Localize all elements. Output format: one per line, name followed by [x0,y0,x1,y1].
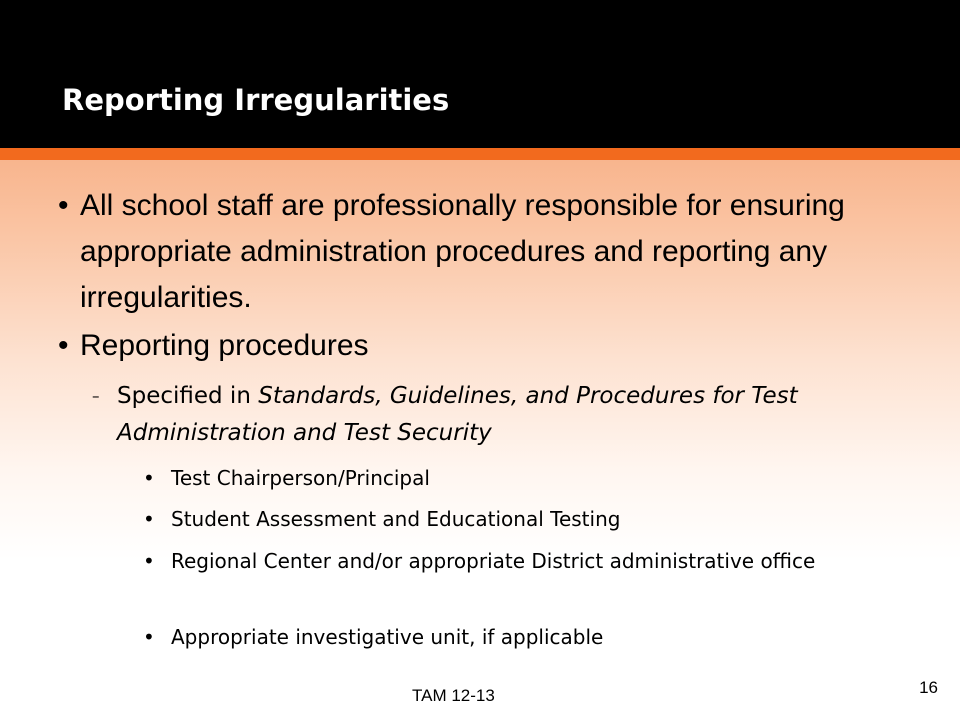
list-item-regional-center [143,545,843,578]
list-item-test-chairperson [143,462,843,495]
sub-bullet-prefix: Specified in [117,383,259,409]
accent-bar [0,148,960,160]
bullet-marker: • [58,329,69,362]
list-item-text: Regional Center and/or appropriate District administrative office [171,549,816,573]
bullet-staff-responsibility [58,183,848,321]
slide-title: Reporting Irregularities [62,83,450,117]
list-item-investigative-unit [143,621,843,654]
page-number: 16 [919,678,938,697]
bullet-marker: • [143,466,155,490]
document-title-emphasis: Standards, Guidelines, and Procedures for Test Administration and Test Security [117,383,798,446]
bullet-marker: • [143,625,155,649]
list-item-text: Student Assessment and Educational Testing [171,507,621,531]
list-item-text: Test Chairperson/Principal [171,466,430,490]
bullet-marker: • [143,507,155,531]
dash-marker: – [92,387,100,405]
bullet-text: All school staff are professionally responsible for ensuring appropriate administration procedures and reporting any irregularities. [80,189,845,314]
list-item-student-assessment [143,503,843,536]
bullet-text: Reporting procedures [80,329,369,362]
bullet-reporting-procedures [58,323,848,369]
bullet-marker: • [58,189,69,222]
sub-bullet-specified-in [92,378,872,452]
bullet-marker: • [143,549,155,573]
list-item-text: Appropriate investigative unit, if applicable [171,625,604,649]
header-band [0,0,960,148]
footer-text: TAM 12-13 [412,686,495,705]
